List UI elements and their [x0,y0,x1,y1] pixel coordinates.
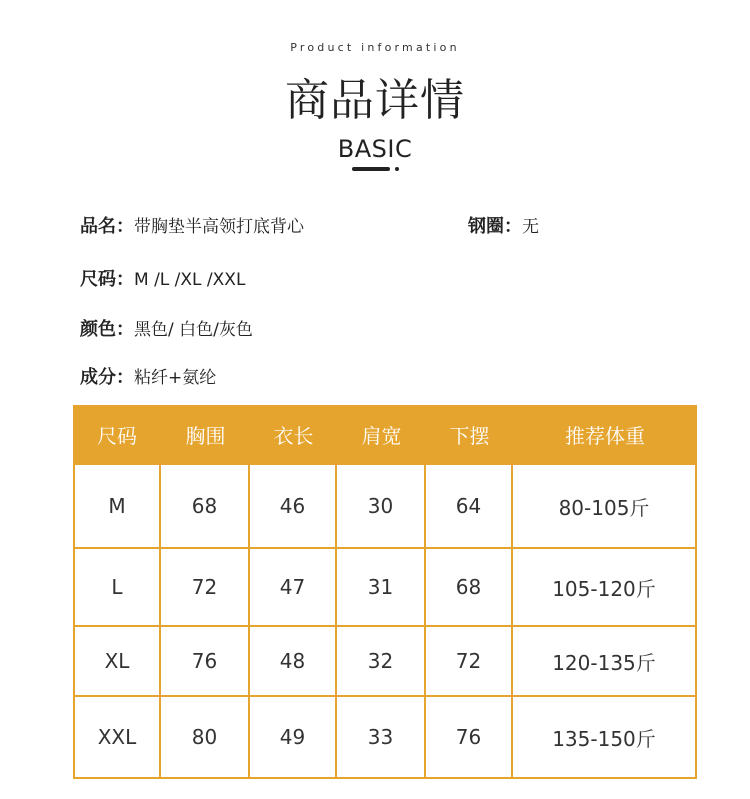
product-info-subtitle: Product information [290,41,460,54]
size-label: 尺码： [80,269,134,290]
table-row [73,463,697,549]
header-shoulder: 肩宽 [361,423,402,448]
cell-hem: 64 [426,465,513,549]
page-title: 商品详情 [285,75,465,126]
table-row [73,627,697,697]
cell-length: 48 [250,627,337,697]
material-line [80,363,216,389]
cell-shoulder: 31 [337,549,426,627]
cell-size: XXL [75,697,161,779]
cell-chest: 72 [161,549,250,627]
cell-weight: 80-105斤 [513,465,697,549]
cell-weight: 105-120斤 [513,549,697,627]
cell-size: M [75,465,161,549]
cell-shoulder: 32 [337,627,426,697]
basic-tag: BASIC [337,135,413,163]
material-value: 粘纤+氨纶 [134,368,217,388]
cell-hem: 68 [426,549,513,627]
cell-hem: 72 [426,627,513,697]
cell-chest: 80 [161,697,250,779]
wire-label: 钢圈： [468,216,522,237]
cell-chest: 76 [161,627,250,697]
cell-weight: 120-135斤 [513,627,697,697]
table-row [73,697,697,779]
cell-shoulder: 33 [337,697,426,779]
wire-value: 无 [522,217,539,237]
product-name-label: 品名： [80,216,134,237]
color-value: 黑色/ 白色/灰色 [134,320,253,340]
header-hem: 下摆 [449,423,490,448]
cell-length: 47 [250,549,337,627]
wire-line [468,212,539,238]
table-header-row [73,405,697,463]
title-underline-dot [395,167,399,171]
cell-size: L [75,549,161,627]
size-line [80,265,245,291]
material-label: 成分： [80,367,134,388]
color-line [80,315,253,341]
table-row [73,549,697,627]
size-value: M /L /XL /XXL [134,270,246,290]
header-chest: 胸围 [185,423,226,448]
product-name-line [80,212,304,238]
cell-chest: 68 [161,465,250,549]
product-name-value: 带胸垫半高领打底背心 [134,217,304,237]
cell-length: 46 [250,465,337,549]
header-weight: 推荐体重 [565,423,645,448]
cell-shoulder: 30 [337,465,426,549]
size-chart-table [73,405,697,779]
header-length: 衣长 [273,423,314,448]
cell-hem: 76 [426,697,513,779]
cell-length: 49 [250,697,337,779]
cell-weight: 135-150斤 [513,697,697,779]
title-underline [352,167,390,171]
color-label: 颜色： [80,319,134,340]
header-size: 尺码 [97,423,137,448]
cell-size: XL [75,627,161,697]
